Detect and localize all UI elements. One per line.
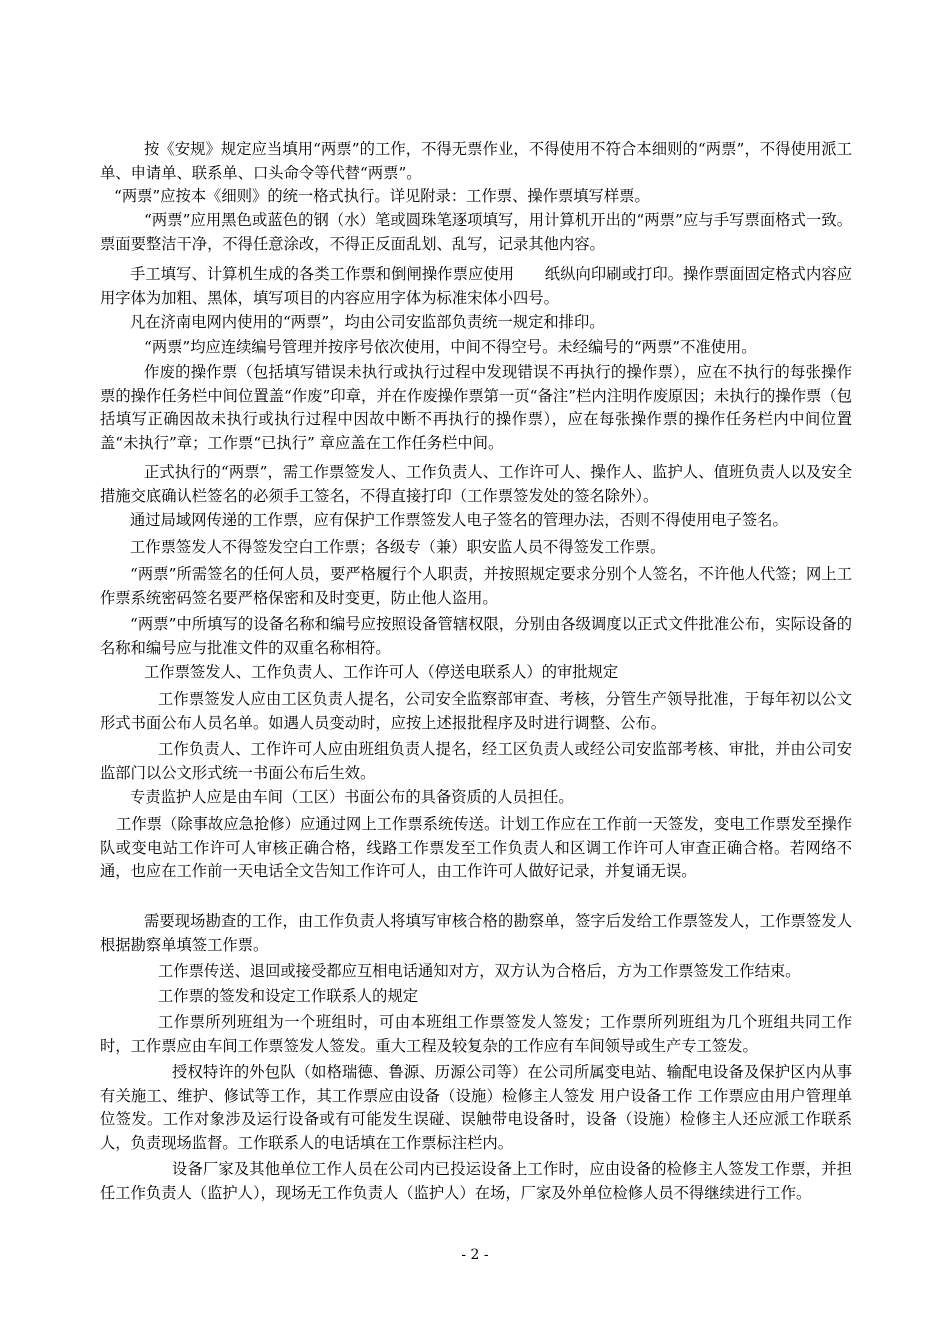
paragraph: “两票”均应连续编号管理并按序号依次使用，中间不得空号。未经编号的“两票”不准使用。 xyxy=(144,338,757,356)
section-heading: 工作票的签发和设定工作联系人的规定 xyxy=(158,987,419,1005)
paragraph: 手工填写、计算机生成的各类工作票和倒闸操作票应使用 纸纵向印刷或打印。操作票面固定格式内容应用字体为加粗、黑体，填写项目的内容应用字体为标准宋体小四号。 xyxy=(100,265,852,307)
section-heading: 工作票签发人、工作负责人、工作许可人（停送电联系人）的审批规定 xyxy=(144,663,619,681)
paragraph: “两票”应用黑色或蓝色的钢（水）笔或圆珠笔逐项填写，用计算机开出的“两票”应与手写票面格式一致。票面要整洁干净，不得任意涂改，不得正反面乱划、乱写，记录其他内容。 xyxy=(100,211,852,253)
paragraph: 工作票（除事故应急抢修）应通过网上工作票系统传送。计划工作应在工作前一天签发，变电工作票发至操作队或变电站工作许可人审核正确合格，线路工作票发至工作负责人和区调工作许可人审查正确合格。若网络不通，也应在工作前一天电话全文告知工作许可人，由工作许可人做好记录，并复诵无误。 xyxy=(100,815,852,881)
paragraph: 正式执行的“两票”，需工作票签发人、工作负责人、工作许可人、操作人、监护人、值班负责人以及安全措施交底确认栏签名的必须手工签名，不得直接打印（工作票签发处的签名除外）。 xyxy=(100,463,852,505)
paragraph: 凡在济南电网内使用的“两票”，均由公司安监部负责统一规定和排印。 xyxy=(130,313,605,331)
paragraph: 工作负责人、工作许可人应由班组负责人提名，经工区负责人或经公司安监部考核、审批，并由公司安监部门以公文形式统一书面公布后生效。 xyxy=(100,740,852,782)
paragraph: 通过局域网传递的工作票，应有保护工作票签发人电子签名的管理办法，否则不得使用电子签名。 xyxy=(130,511,788,529)
paragraph: 授权特许的外包队（如格瑞德、鲁源、历源公司等）在公司所属变电站、输配电设备及保护区内从事有关施工、维护、修试等工作，其工作票应由设备（设施）检修主人签发 用户设备工作 工作票应由用户管理单位签发。工作对象涉及运行设备或有可能发生误碰、误触带电设备时，设备（设施）检修主人还应派工作联系人，负责现场监督。工作联系人的电话填在工作票标注栏内。 xyxy=(100,1063,852,1152)
paragraph: 工作票所列班组为一个班组时，可由本班组工作票签发人签发；工作票所列班组为几个班组共同工作时，工作票应由车间工作票签发人签发。重大工程及较复杂的工作应有车间领导或生产专工签发。 xyxy=(100,1013,852,1055)
paragraph: “两票”应按本《细则》的统一格式执行。详见附录：工作票、操作票填写样票。 xyxy=(114,187,650,205)
paragraph: 按《安规》规定应当填用“两票”的工作，不得无票作业，不得使用不符合本细则的“两票”，不得使用派工单、申请单、联系单、口头命令等代替“两票”。 xyxy=(100,140,852,182)
page-number: - 2 - xyxy=(461,1247,489,1263)
paragraph: 工作票传送、退回或接受都应互相电话通知对方，双方认为合格后，方为工作票签发工作结束。 xyxy=(158,962,801,980)
paragraph: “两票”所需签名的任何人员，要严格履行个人职责，并按照规定要求分别个人签名，不许他人代签；网上工作票系统密码签名要严格保密和及时变更，防止他人盗用。 xyxy=(100,565,852,607)
paragraph: 专责监护人应是由车间（工区）书面公布的具备资质的人员担任。 xyxy=(130,788,574,806)
paragraph: 工作票签发人不得签发空白工作票；各级专（兼）职安监人员不得签发工作票。 xyxy=(130,538,666,556)
paragraph: 设备厂家及其他单位工作人员在公司内已投运设备上工作时，应由设备的检修主人签发工作票，并担任工作负责人（监护人），现场无工作负责人（监护人）在场，厂家及外单位检修人员不得继续进行工作。 xyxy=(100,1160,852,1202)
paragraph: 工作票签发人应由工区负责人提名，公司安全监察部审查、考核，分管生产领导批准，于每年初以公文形式书面公布人员名单。如遇人员变动时，应按上述报批程序及时进行调整、公布。 xyxy=(100,690,852,732)
paragraph: 需要现场勘查的工作，由工作负责人将填写审核合格的勘察单，签字后发给工作票签发人，工作票签发人根据勘察单填签工作票。 xyxy=(100,912,852,954)
paragraph: “两票”中所填写的设备名称和编号应按照设备管辖权限，分别由各级调度以正式文件批准公布，实际设备的名称和编号应与批准文件的双重名称相符。 xyxy=(100,615,852,657)
paragraph: 作废的操作票（包括填写错误未执行或执行过程中发现错误不再执行的操作票），应在不执行的每张操作票的操作任务栏中间位置盖“作废”印章，并在作废操作票第一页“备注”栏内注明作废原因；未执行的操作票（包括填写正确因故未执行或执行过程中因故中断不再执行的操作票），应在每张操作票的操作任务栏内中间位置盖“未执行”章；工作票“已执行” 章应盖在工作任务栏中间。 xyxy=(100,363,852,452)
